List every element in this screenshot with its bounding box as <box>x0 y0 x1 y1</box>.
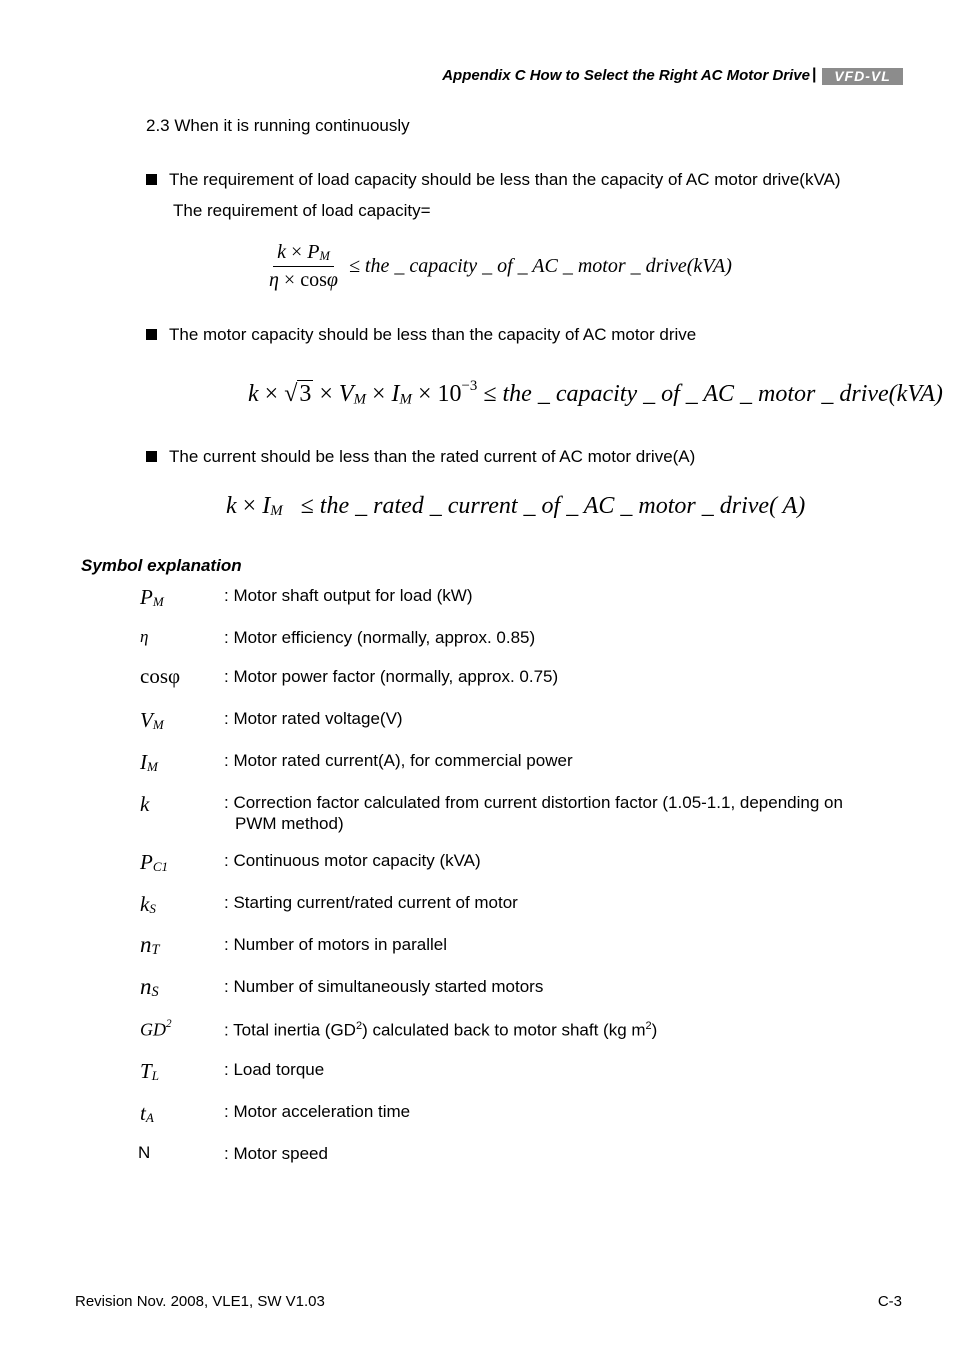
symbol-gd2 <box>140 1018 215 1040</box>
formula-i-sub: M <box>399 391 412 408</box>
symbol-sub: S <box>149 900 156 916</box>
bullet-text-load-capacity: The requirement of load capacity should be less than the capacity of AC motor drive(kVA) <box>169 170 841 189</box>
symbol-desc-ks: : Starting current/rated current of motor <box>224 893 518 912</box>
formula-times: × <box>417 381 432 408</box>
symbol-desc-pm: : Motor shaft output for load (kW) <box>224 586 473 605</box>
formula-v: V <box>338 381 354 408</box>
formula-rhs: ≤ the _ rated _ current _ of _ AC _ motor _ drive( A) <box>300 493 806 519</box>
symbol-sub: M <box>147 758 158 774</box>
formula-phi: φ <box>326 269 338 291</box>
symbol-main: n <box>140 932 152 957</box>
formula-k: k <box>248 381 259 408</box>
formula-p-sub: M <box>319 248 330 263</box>
symbol-tl <box>140 1059 215 1084</box>
section-title: 2.3 When it is running continuously <box>146 116 410 135</box>
symbol-ks <box>140 892 215 917</box>
symbol-main: V <box>140 708 153 732</box>
formula-rated-current <box>226 493 805 520</box>
formula-cos: cos <box>300 269 327 291</box>
symbol-main: P <box>140 850 153 874</box>
symbol-desc-nt: : Number of motors in parallel <box>224 935 447 954</box>
formula-times: × <box>372 381 386 408</box>
formula-i: I <box>391 381 400 408</box>
sqrt-argument: 3 <box>299 381 312 408</box>
symbol-main: T <box>140 1059 152 1083</box>
header-title: Appendix C How to Select the Right AC Motor Drive <box>442 67 810 84</box>
formula-k: k <box>226 493 237 519</box>
symbol-pm <box>140 585 215 610</box>
desc-sup: 2 <box>355 1020 363 1032</box>
formula-i-sub: M <box>270 503 283 520</box>
symbol-sup: 2 <box>166 1018 172 1030</box>
formula-times: × <box>242 493 257 519</box>
bullet-square-icon <box>146 451 157 462</box>
desc-line-1: : Correction factor calculated from current distortion factor (1.05-1.1, depending on <box>224 793 843 812</box>
formula-times: × <box>291 241 303 263</box>
bullet-square-icon <box>146 174 157 185</box>
symbol-main: n <box>140 974 152 999</box>
formula-fraction <box>265 241 342 292</box>
symbol-desc-ta: : Motor acceleration time <box>224 1102 411 1121</box>
formula-times: × <box>283 269 296 291</box>
formula-times: × <box>319 381 333 408</box>
symbol-desc-gd2 <box>224 1016 914 1041</box>
symbol-main: t <box>140 1101 146 1125</box>
symbol-main: P <box>140 585 153 609</box>
symbol-vm <box>140 708 215 733</box>
symbol-main: N <box>138 1143 151 1162</box>
symbol-sub: M <box>152 593 164 609</box>
formula-ten: 10 <box>437 381 462 408</box>
formula-eta: η <box>269 269 279 291</box>
symbol-pc1 <box>140 850 215 875</box>
desc-line-2: PWM method) <box>235 814 344 833</box>
symbol-sub: L <box>151 1067 159 1083</box>
desc-part: ) <box>651 1020 658 1040</box>
symbol-desc-im: : Motor rated current(A), for commercial power <box>224 751 573 770</box>
formula-load-capacity <box>265 241 732 292</box>
desc-sup: 2 <box>645 1020 652 1032</box>
symbol-k <box>140 792 215 817</box>
symbol-sub: A <box>145 1109 154 1125</box>
desc-part: : Total inertia (GD <box>224 1020 356 1040</box>
symbol-nt <box>140 932 215 959</box>
symbol-desc-pc1: : Continuous motor capacity (kVA) <box>224 851 481 870</box>
symbol-main: k <box>140 892 150 916</box>
footer-page-number: C-3 <box>877 1293 902 1310</box>
bullet-text-rated-current: The current should be less than the rated current of AC motor drive(A) <box>169 447 696 466</box>
symbol-desc-cos-phi: : Motor power factor (normally, approx. 0.75) <box>224 667 559 686</box>
symbol-ta <box>140 1101 215 1126</box>
footer-revision: Revision Nov. 2008, VLE1, SW V1.03 <box>75 1293 325 1310</box>
bullet-text-motor-capacity: The motor capacity should be less than the capacity of AC motor drive <box>169 325 697 344</box>
load-capacity-subtext: The requirement of load capacity= <box>173 201 431 220</box>
symbol-sub: T <box>151 942 160 959</box>
symbol-desc-n: : Motor speed <box>224 1144 328 1163</box>
formula-sqrt <box>284 380 313 408</box>
symbol-sub: C1 <box>152 858 169 874</box>
symbol-n <box>138 1143 150 1163</box>
symbol-desc-eta: : Motor efficiency (normally, approx. 0.85) <box>224 628 536 647</box>
vfd-vl-logo: VFD-VL <box>822 68 903 85</box>
formula-rhs: ≤ the _ capacity _ of _ AC _ motor _ drive(kVA) <box>483 381 943 408</box>
symbol-sub: M <box>152 716 164 732</box>
formula-i: I <box>262 493 271 519</box>
symbol-ns <box>140 974 215 1001</box>
symbol-main: k <box>140 792 150 816</box>
symbol-main: cosφ <box>140 664 181 688</box>
formula-times: × <box>264 381 279 408</box>
formula-v-sub: M <box>353 391 366 408</box>
sqrt-icon: √ <box>284 381 298 408</box>
symbol-desc-vm: : Motor rated voltage(V) <box>224 709 403 728</box>
formula-p: P <box>307 241 320 263</box>
symbol-desc-ns: : Number of simultaneously started motors <box>224 977 544 996</box>
symbol-main: I <box>140 750 147 774</box>
desc-part: ) calculated back to motor shaft (kg m <box>362 1020 646 1040</box>
formula-exponent: −3 <box>461 378 478 394</box>
formula-rhs: ≤ the _ capacity _ of _ AC _ motor _ drive(kVA) <box>348 255 732 277</box>
symbol-main: η <box>140 627 149 646</box>
symbol-desc-k <box>224 792 914 834</box>
symbol-cos-phi <box>140 664 215 689</box>
symbol-main: GD <box>140 1019 166 1040</box>
symbol-im <box>140 750 215 775</box>
symbol-eta <box>140 627 215 647</box>
symbol-explanation-heading: Symbol explanation <box>81 556 242 575</box>
formula-k: k <box>277 241 286 263</box>
header-separator: | <box>812 66 817 83</box>
symbol-desc-tl: : Load torque <box>224 1060 325 1079</box>
formula-motor-capacity <box>248 378 943 408</box>
bullet-square-icon <box>146 329 157 340</box>
symbol-sub: S <box>151 984 159 1001</box>
